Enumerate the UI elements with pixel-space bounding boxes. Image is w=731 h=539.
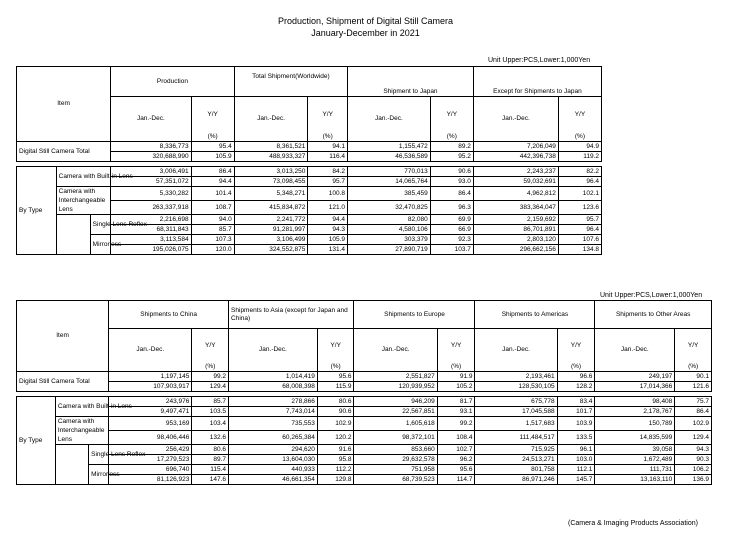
pct-label: (%) [558,133,601,142]
row-label-built-in: Camera with Built-in Lens [55,397,108,417]
pct-label: (%) [308,133,348,142]
table-cell: 59,032,691 [473,177,558,187]
item-header: Item [17,67,111,142]
table-cell: 84.2 [308,167,348,177]
table-cell: 106.2 [675,465,712,475]
table-cell: 129.8 [317,475,354,485]
table-cell: 120.2 [317,431,354,445]
table-cell: 96.4 [558,177,601,187]
table-cell: 101.7 [557,407,595,417]
table-cell: 4,580,106 [348,225,431,235]
table-cell: 953,169 [109,417,192,431]
table-cell: 4,962,812 [473,187,558,201]
table-cell: 1,517,683 [475,417,557,431]
row-label-slr: Single Lens Reflex [90,215,110,235]
table-cell: 488,933,327 [234,152,308,162]
table-cell: 90.6 [430,167,473,177]
indent-spacer [55,445,88,485]
table-cell: 86.4 [191,167,234,177]
table-cell: 85.7 [191,225,234,235]
table-cell: 103.4 [192,417,229,431]
pct-label: (%) [317,363,354,372]
table-cell: 116.4 [308,152,348,162]
table-cell: 1,605,618 [354,417,437,431]
table-cell: 89.2 [430,142,473,152]
pct-label: (%) [557,363,595,372]
jan-dec-label: Jan.-Dec. [229,329,318,372]
table-production-shipment [16,66,602,255]
table-cell: 75.7 [675,397,712,407]
table-cell: 3,106,499 [234,235,308,245]
table-cell: 94.0 [191,215,234,225]
header-total-shipment: Total Shipment(Worldwide) [234,67,347,97]
table-cell: 95.7 [558,215,601,225]
table-cell: 102.9 [317,417,354,431]
table-cell: 93.1 [437,407,475,417]
table-cell: 57,351,072 [111,177,191,187]
table-cell: 98,406,446 [109,431,192,445]
indent-spacer [56,215,90,255]
table-cell: 3,113,584 [111,235,191,245]
table-cell: 123.6 [558,201,601,215]
table-cell: 8,336,773 [111,142,191,152]
row-label-slr: Single Lens Reflex [89,445,109,465]
table-cell: 114.7 [437,475,475,485]
table-cell: 86.4 [430,187,473,201]
table-cell: 46,536,589 [348,152,431,162]
table-cell: 115.4 [192,465,229,475]
table-cell: 94.4 [308,215,348,225]
table-cell: 7,743,014 [229,407,318,417]
table-cell: 5,348,271 [234,187,308,201]
table-cell: 90.3 [675,455,712,465]
table-cell: 107.3 [191,235,234,245]
table-cell: 94.9 [558,142,601,152]
table-cell: 73,098,455 [234,177,308,187]
table-cell: 751,958 [354,465,437,475]
table-cell: 383,364,047 [473,201,558,215]
table-cell: 131.4 [308,245,348,255]
table-cell: 96.4 [558,225,601,235]
table-cell: 82,080 [348,215,431,225]
table-cell: 96.1 [557,445,595,455]
yy-label: Y/Y [308,97,348,133]
table-cell: 121.0 [308,201,348,215]
table-cell: 2,803,120 [473,235,558,245]
jan-dec-label: Jan.-Dec. [111,97,191,142]
table-cell: 8,361,521 [234,142,308,152]
table-cell: 108.4 [437,431,475,445]
table-cell: 60,265,384 [229,431,318,445]
page-subtitle: January-December in 2021 [311,28,420,38]
table-cell: 17,014,366 [595,382,675,392]
pct-label: (%) [191,133,234,142]
table-cell: 111,484,517 [475,431,557,445]
table-cell: 112.2 [317,465,354,475]
header-americas: Shipments to Americas [475,301,595,329]
table-cell: 95.7 [308,177,348,187]
table-cell: 101.4 [191,187,234,201]
source-credit: (Camera & Imaging Products Association) [568,520,698,527]
table-cell: 80.6 [317,397,354,407]
table-cell: 90.6 [317,407,354,417]
jan-dec-label: Jan.-Dec. [348,97,431,142]
table-cell: 29,632,578 [354,455,437,465]
table-cell: 86.4 [675,407,712,417]
table-cell: 13,163,110 [595,475,675,485]
table-cell: 1,672,489 [595,455,675,465]
table-cell: 119.2 [558,152,601,162]
table-cell: 120.0 [191,245,234,255]
jan-dec-label: Jan.-Dec. [354,329,437,372]
yy-label: Y/Y [437,329,475,363]
table-cell: 14,835,599 [595,431,675,445]
yy-label: Y/Y [430,97,473,133]
pct-label: (%) [437,363,475,372]
table-cell: 95.6 [317,372,354,382]
table-cell: 95.6 [437,465,475,475]
row-label-interchangeable: Camera with Interchangeable Lens [56,187,110,215]
header-shipment-japan: Shipment to Japan [348,67,474,97]
table-cell: 46,661,354 [229,475,318,485]
header-production: Production [111,67,235,97]
table-cell: 696,740 [109,465,192,475]
jan-dec-label: Jan.-Dec. [475,329,557,372]
table-cell: 66.9 [430,225,473,235]
table-cell: 9,497,471 [109,407,192,417]
table-cell: 442,396,738 [473,152,558,162]
table-cell: 263,337,918 [111,201,191,215]
table-shipment-regions [16,300,712,485]
table-cell: 2,216,698 [111,215,191,225]
table-cell: 22,567,851 [354,407,437,417]
table-cell: 94.4 [191,177,234,187]
table-cell: 103.9 [557,417,595,431]
table-cell: 17,279,523 [109,455,192,465]
table-cell: 13,604,030 [229,455,318,465]
table-cell: 86,701,891 [473,225,558,235]
table-cell: 99.2 [192,372,229,382]
table-cell: 108.7 [191,201,234,215]
table-cell: 853,660 [354,445,437,455]
table-cell: 385,459 [348,187,431,201]
table-cell: 256,429 [109,445,192,455]
row-label-mirrorless: Mirrorless [89,465,109,485]
table-cell: 132.6 [192,431,229,445]
table-cell: 102.1 [558,187,601,201]
table-cell: 69.9 [430,215,473,225]
table-cell: 2,241,772 [234,215,308,225]
table-cell: 105.9 [308,235,348,245]
table-cell: 5,330,282 [111,187,191,201]
item-header: Item [17,301,109,372]
table-cell: 17,045,588 [475,407,557,417]
table-cell: 95.4 [191,142,234,152]
table-cell: 7,206,049 [473,142,558,152]
table-cell: 2,159,692 [473,215,558,225]
table-cell: 94.3 [675,445,712,455]
table-cell: 95.2 [430,152,473,162]
table-cell: 120,939,952 [354,382,437,392]
table-cell: 134.8 [558,245,601,255]
table-cell: 946,209 [354,397,437,407]
table-cell: 1,155,472 [348,142,431,152]
table-cell: 91,281,997 [234,225,308,235]
table-cell: 103.5 [192,407,229,417]
table-cell: 278,866 [229,397,318,407]
table-cell: 2,193,461 [475,372,557,382]
table-cell: 121.6 [675,382,712,392]
yy-label: Y/Y [557,329,595,363]
unit-note-2: Unit Upper:PCS,Lower:1,000Yen [600,292,703,299]
pct-label: (%) [192,363,229,372]
table-cell: 801,758 [475,465,557,475]
table-cell: 85.7 [192,397,229,407]
yy-label: Y/Y [317,329,354,363]
table-cell: 243,976 [109,397,192,407]
unit-note: Unit Upper:PCS,Lower:1,000Yen [488,57,591,64]
table-cell: 128,530,105 [475,382,557,392]
row-label-interchangeable: Camera with Interchangeable Lens [55,417,108,445]
table-cell: 100.8 [308,187,348,201]
table-cell: 81.7 [437,397,475,407]
header-asia: Shipments to Asia (except for Japan and China) [229,301,354,329]
jan-dec-label: Jan.-Dec. [234,97,308,142]
table-cell: 68,008,398 [229,382,318,392]
table-cell: 68,311,843 [111,225,191,235]
table-cell: 303,379 [348,235,431,245]
table-cell: 147.6 [192,475,229,485]
table-cell: 102.7 [437,445,475,455]
table-cell: 91.6 [317,445,354,455]
table-cell: 2,178,767 [595,407,675,417]
table-cell: 129.4 [192,382,229,392]
jan-dec-label: Jan.-Dec. [473,97,558,142]
table-cell: 133.5 [557,431,595,445]
table-cell: 111,731 [595,465,675,475]
table-cell: 145.7 [557,475,595,485]
table-cell: 39,058 [595,445,675,455]
table-cell: 82.2 [558,167,601,177]
table-cell: 129.4 [675,431,712,445]
table-cell: 102.9 [675,417,712,431]
table-cell: 105.2 [437,382,475,392]
table-cell: 91.9 [437,372,475,382]
table-cell: 136.9 [675,475,712,485]
yy-label: Y/Y [558,97,601,133]
header-europe: Shipments to Europe [354,301,475,329]
table-cell: 324,552,875 [234,245,308,255]
row-label-total: Digital Still Camera Total [17,372,109,392]
yy-label: Y/Y [675,329,712,363]
row-label-by-type: By Type [17,397,56,485]
table-cell: 96.3 [430,201,473,215]
row-label-built-in: Camera with Built-in Lens [56,167,110,187]
table-cell: 107,903,917 [109,382,192,392]
pct-label: (%) [675,363,712,372]
table-cell: 90.1 [675,372,712,382]
table-cell: 296,662,156 [473,245,558,255]
yy-label: Y/Y [192,329,229,363]
table-cell: 128.2 [557,382,595,392]
table-cell: 440,933 [229,465,318,475]
table-cell: 98,408 [595,397,675,407]
table-cell: 1,197,145 [109,372,192,382]
table-cell: 3,013,250 [234,167,308,177]
table-cell: 93.0 [430,177,473,187]
jan-dec-label: Jan.-Dec. [595,329,675,372]
table-cell: 294,620 [229,445,318,455]
table-cell: 32,470,825 [348,201,431,215]
row-label-by-type: By Type [17,167,57,255]
table-cell: 96.6 [557,372,595,382]
table-cell: 675,778 [475,397,557,407]
table-cell: 770,013 [348,167,431,177]
table-cell: 735,553 [229,417,318,431]
table-cell: 94.1 [308,142,348,152]
table-cell: 2,243,237 [473,167,558,177]
table-cell: 320,688,990 [111,152,191,162]
header-other: Shipments to Other Areas [595,301,712,329]
table-cell: 112.1 [557,465,595,475]
table-cell: 103.7 [430,245,473,255]
table-cell: 107.6 [558,235,601,245]
page-title: Production, Shipment of Digital Still Camera [277,16,454,26]
table-cell: 80.6 [192,445,229,455]
row-label-mirrorless: Mirrorless [90,235,110,255]
yy-label: Y/Y [191,97,234,133]
row-label-total: Digital Still Camera Total [17,142,111,162]
table-cell: 86,971,246 [475,475,557,485]
table-cell: 92.3 [430,235,473,245]
header-except-japan: Except for Shipments to Japan [473,67,601,97]
table-cell: 115.9 [317,382,354,392]
table-cell: 249,197 [595,372,675,382]
table-cell: 81,126,923 [109,475,192,485]
jan-dec-label: Jan.-Dec. [109,329,192,372]
table-cell: 715,925 [475,445,557,455]
table-cell: 98,372,101 [354,431,437,445]
header-china: Shipments to China [109,301,229,329]
pct-label: (%) [430,133,473,142]
table-cell: 99.2 [437,417,475,431]
table-cell: 2,551,827 [354,372,437,382]
table-cell: 195,026,075 [111,245,191,255]
table-cell: 89.7 [192,455,229,465]
table-cell: 1,014,419 [229,372,318,382]
table-cell: 68,739,523 [354,475,437,485]
table-cell: 415,834,872 [234,201,308,215]
table-cell: 24,513,271 [475,455,557,465]
table-cell: 96.2 [437,455,475,465]
table-cell: 95.8 [317,455,354,465]
table-cell: 105.9 [191,152,234,162]
table-cell: 14,065,764 [348,177,431,187]
table-cell: 27,890,719 [348,245,431,255]
table-cell: 3,006,491 [111,167,191,177]
table-cell: 83.4 [557,397,595,407]
table-cell: 103.0 [557,455,595,465]
table-cell: 150,789 [595,417,675,431]
table-cell: 94.3 [308,225,348,235]
